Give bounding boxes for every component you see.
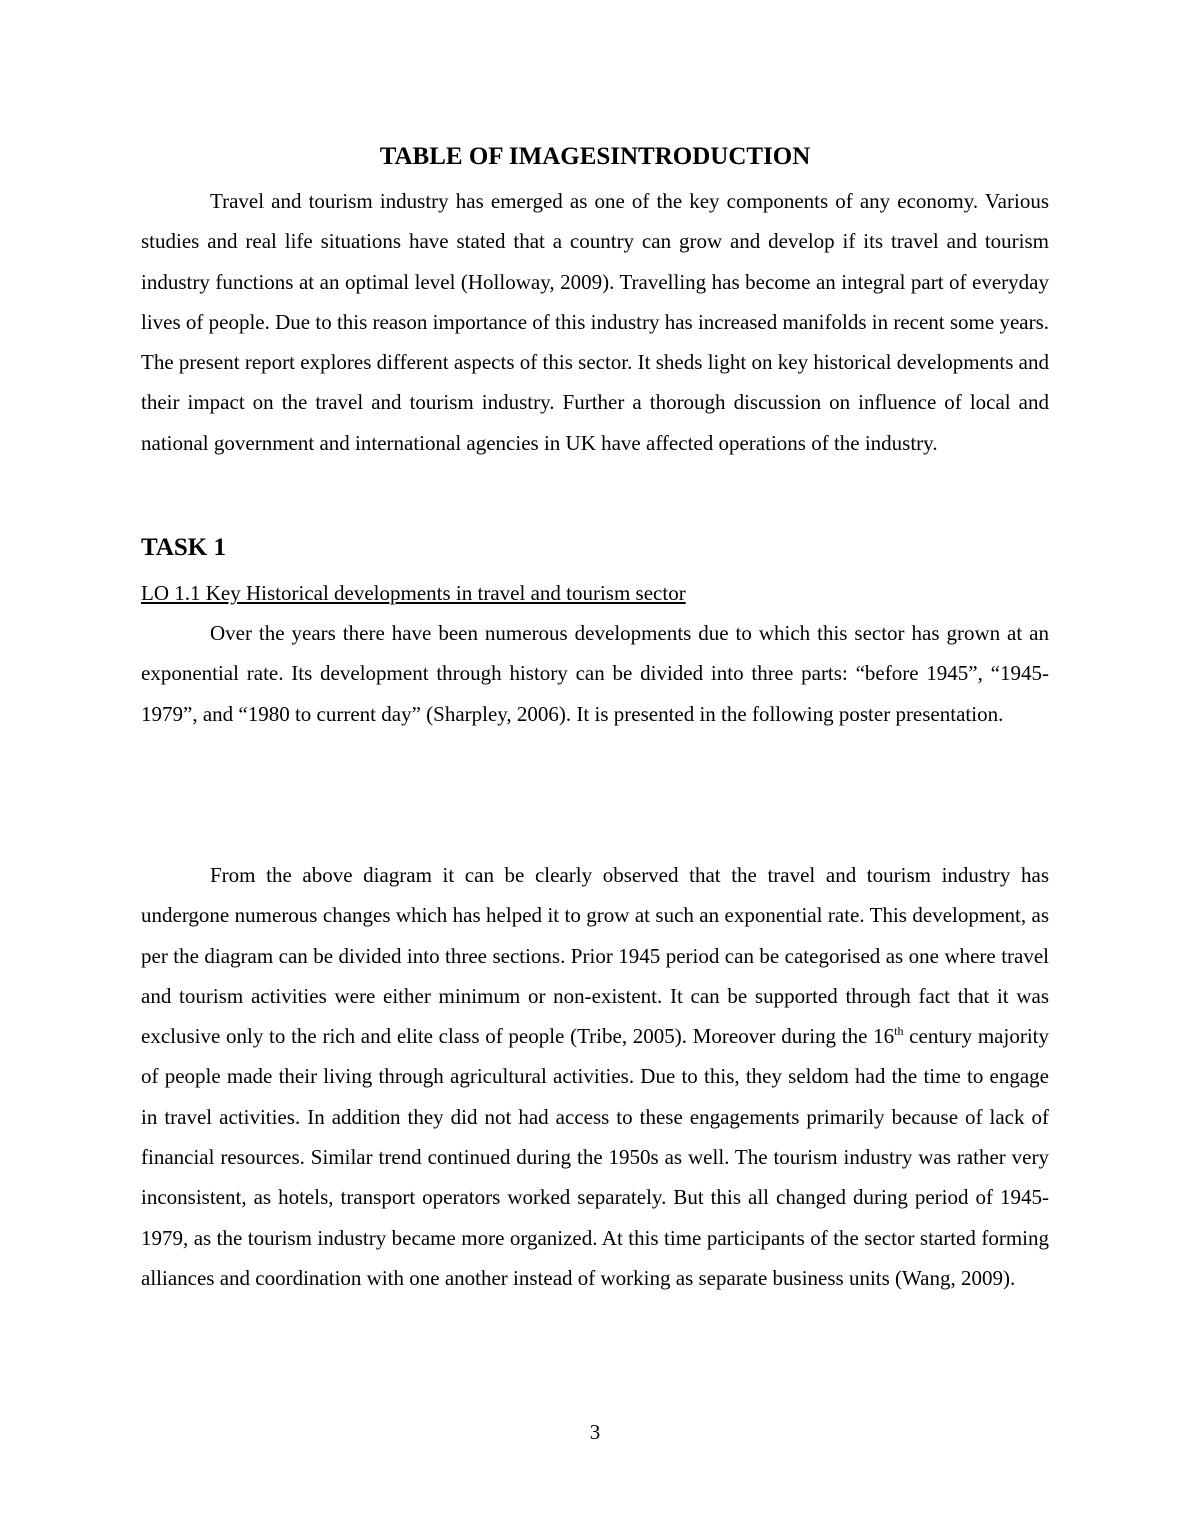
document-title: TABLE OF IMAGESINTRODUCTION [379, 143, 811, 170]
page-number: 3 [589, 1420, 601, 1444]
ordinal-superscript: th [894, 1024, 904, 1039]
diagram-paragraph [141, 855, 1049, 1298]
lo-heading: LO 1.1 Key Historical developments in travel and tourism sector [141, 581, 686, 605]
page-content [141, 140, 1050, 1290]
task-heading: TASK 1 [141, 534, 226, 561]
intro-paragraph: Travel and tourism industry has emerged as one of the key components of any economy. Various studies and real life situations have stated that a country can grow and develop if its travel and tourism industry functions at an optimal level (Holloway, 2009). Travelling has become an integral part of everyday lives of people. Due to this reason importance of this industry has increased manifolds in recent some years. The present report explores different aspects of this sector. It sheds light on key historical developments and their impact on the travel and tourism industry. Further a thorough discussion on influence of local and national government and international agencies in UK have affected operations of the industry. [141, 189, 1050, 455]
task-section [141, 613, 1049, 734]
diagram-discussion-section [141, 855, 1049, 1298]
intro-section [141, 181, 1049, 463]
diagram-paragraph-part2: century majority of people made their living through agricultural activities. Due to this, they seldom had the time to engage in travel activities. In addition they did not had access to these engagements primarily because of lack of financial resources. Similar trend continued during the 1950s as well. The tourism industry was rather very inconsistent, as hotels, transport operators worked separately. But this all changed during period of 1945-1979, as the tourism industry became more organized. At this time participants of the sector started forming alliances and coordination with one another instead of working as separate business units (Wang, 2009). [141, 1024, 1049, 1290]
task-paragraph: Over the years there have been numerous developments due to which this sector has grown at an exponential rate. Its development through history can be divided into three parts: “before 1945”, “1945-1979”, and “1980 to current day” (Sharpley, 2006). It is presented in the following poster presentation. [141, 621, 1049, 726]
diagram-paragraph-part1: From the above diagram it can be clearly observed that the travel and tourism industry has undergone numerous changes which has helped it to grow at such an exponential rate. This development, as per the diagram can be divided into three sections. Prior 1945 period can be categorised as one where travel and tourism activities were either minimum or non-existent. It can be supported through fact that it was exclusive only to the rich and elite class of people (Tribe, 2005). Moreover during the 16 [141, 863, 1049, 1049]
